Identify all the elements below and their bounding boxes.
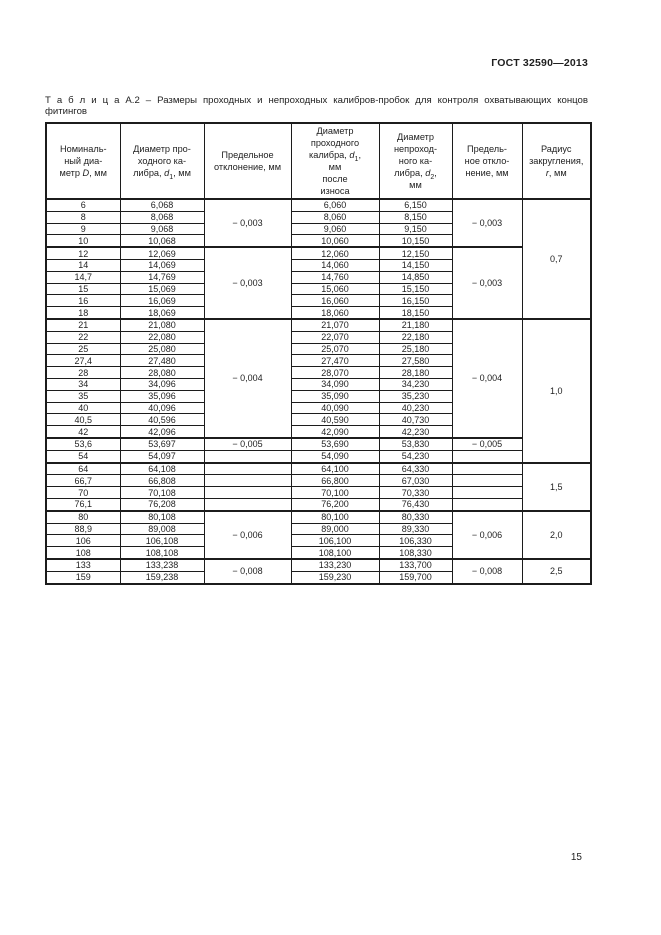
cell-nominal-diameter: 12 bbox=[46, 247, 120, 259]
table-row bbox=[46, 463, 591, 475]
cell-go-gauge-worn-diameter: 35,090 bbox=[291, 390, 379, 402]
cell-nominal-diameter: 16 bbox=[46, 295, 120, 307]
cell-nogo-gauge-diameter: 108,330 bbox=[379, 547, 452, 559]
cell-go-gauge-diameter: 15,069 bbox=[120, 283, 204, 295]
cell-nominal-diameter: 18 bbox=[46, 307, 120, 319]
cell-nominal-diameter: 25 bbox=[46, 343, 120, 355]
cell-go-gauge-diameter: 76,208 bbox=[120, 498, 204, 510]
table-caption-line-1: Т а б л и ц а А.2 – Размеры проходных и непроходных калибров-пробок для контроля охватывающих концов bbox=[45, 95, 588, 106]
cell-limit-deviation-right: − 0,006 bbox=[452, 511, 522, 559]
cell-nominal-diameter: 40 bbox=[46, 402, 120, 414]
cell-limit-deviation-left bbox=[204, 487, 291, 499]
table-header bbox=[46, 123, 591, 199]
cell-nominal-diameter: 21 bbox=[46, 319, 120, 331]
cell-go-gauge-diameter: 14,769 bbox=[120, 271, 204, 283]
cell-nominal-diameter: 76,1 bbox=[46, 498, 120, 510]
cell-nominal-diameter: 70 bbox=[46, 487, 120, 499]
cell-nominal-diameter: 88,9 bbox=[46, 523, 120, 535]
cell-go-gauge-worn-diameter: 106,100 bbox=[291, 535, 379, 547]
cell-go-gauge-diameter: 70,108 bbox=[120, 487, 204, 499]
cell-go-gauge-diameter: 64,108 bbox=[120, 463, 204, 475]
cell-limit-deviation-right: − 0,008 bbox=[452, 559, 522, 584]
cell-go-gauge-diameter: 159,238 bbox=[120, 571, 204, 583]
cell-go-gauge-diameter: 53,697 bbox=[120, 438, 204, 450]
cell-nominal-diameter: 14 bbox=[46, 259, 120, 271]
dimensions-table bbox=[45, 122, 592, 585]
cell-limit-deviation-right: − 0,005 bbox=[452, 438, 522, 450]
table-caption bbox=[45, 95, 588, 117]
cell-go-gauge-worn-diameter: 40,590 bbox=[291, 414, 379, 426]
cell-nogo-gauge-diameter: 25,180 bbox=[379, 343, 452, 355]
cell-go-gauge-diameter: 42,096 bbox=[120, 426, 204, 438]
cell-limit-deviation-left: − 0,003 bbox=[204, 247, 291, 319]
cell-corner-radius: 2,5 bbox=[522, 559, 591, 584]
table-row bbox=[46, 319, 591, 331]
cell-go-gauge-worn-diameter: 133,230 bbox=[291, 559, 379, 571]
cell-go-gauge-diameter: 22,080 bbox=[120, 331, 204, 343]
column-header: Номиналь- ный диа- метр D, мм bbox=[46, 123, 120, 199]
cell-go-gauge-diameter: 35,096 bbox=[120, 390, 204, 402]
cell-nogo-gauge-diameter: 80,330 bbox=[379, 511, 452, 523]
cell-nominal-diameter: 10 bbox=[46, 235, 120, 247]
cell-go-gauge-diameter: 34,096 bbox=[120, 378, 204, 390]
table-row bbox=[46, 438, 591, 450]
cell-go-gauge-diameter: 28,080 bbox=[120, 367, 204, 379]
cell-go-gauge-worn-diameter: 14,760 bbox=[291, 271, 379, 283]
cell-go-gauge-diameter: 16,069 bbox=[120, 295, 204, 307]
cell-limit-deviation-left: − 0,005 bbox=[204, 438, 291, 450]
cell-go-gauge-diameter: 18,069 bbox=[120, 307, 204, 319]
cell-go-gauge-worn-diameter: 16,060 bbox=[291, 295, 379, 307]
cell-go-gauge-worn-diameter: 80,100 bbox=[291, 511, 379, 523]
column-header: Предель- ное откло- нение, мм bbox=[452, 123, 522, 199]
cell-nominal-diameter: 9 bbox=[46, 223, 120, 235]
cell-go-gauge-diameter: 14,069 bbox=[120, 259, 204, 271]
cell-nogo-gauge-diameter: 40,730 bbox=[379, 414, 452, 426]
cell-nogo-gauge-diameter: 18,150 bbox=[379, 307, 452, 319]
cell-go-gauge-worn-diameter: 159,230 bbox=[291, 571, 379, 583]
cell-nogo-gauge-diameter: 34,230 bbox=[379, 378, 452, 390]
cell-go-gauge-worn-diameter: 64,100 bbox=[291, 463, 379, 475]
cell-go-gauge-worn-diameter: 12,060 bbox=[291, 247, 379, 259]
cell-go-gauge-worn-diameter: 42,090 bbox=[291, 426, 379, 438]
cell-nominal-diameter: 28 bbox=[46, 367, 120, 379]
cell-limit-deviation-right bbox=[452, 498, 522, 510]
cell-nogo-gauge-diameter: 42,230 bbox=[379, 426, 452, 438]
cell-go-gauge-worn-diameter: 10,060 bbox=[291, 235, 379, 247]
cell-go-gauge-worn-diameter: 89,000 bbox=[291, 523, 379, 535]
cell-limit-deviation-left bbox=[204, 463, 291, 475]
cell-go-gauge-diameter: 12,069 bbox=[120, 247, 204, 259]
cell-go-gauge-diameter: 10,068 bbox=[120, 235, 204, 247]
cell-nogo-gauge-diameter: 6,150 bbox=[379, 199, 452, 211]
table-row bbox=[46, 247, 591, 259]
cell-go-gauge-worn-diameter: 66,800 bbox=[291, 475, 379, 487]
cell-go-gauge-diameter: 25,080 bbox=[120, 343, 204, 355]
cell-limit-deviation-left: − 0,006 bbox=[204, 511, 291, 559]
cell-limit-deviation-right: − 0,004 bbox=[452, 319, 522, 438]
cell-nogo-gauge-diameter: 70,330 bbox=[379, 487, 452, 499]
cell-nominal-diameter: 34 bbox=[46, 378, 120, 390]
cell-go-gauge-worn-diameter: 40,090 bbox=[291, 402, 379, 414]
cell-go-gauge-diameter: 54,097 bbox=[120, 450, 204, 462]
cell-limit-deviation-right bbox=[452, 475, 522, 487]
column-header: Предельное отклонение, мм bbox=[204, 123, 291, 199]
cell-nominal-diameter: 54 bbox=[46, 450, 120, 462]
cell-nominal-diameter: 106 bbox=[46, 535, 120, 547]
cell-limit-deviation-left bbox=[204, 475, 291, 487]
cell-nogo-gauge-diameter: 76,430 bbox=[379, 498, 452, 510]
cell-nogo-gauge-diameter: 67,030 bbox=[379, 475, 452, 487]
cell-limit-deviation-right: − 0,003 bbox=[452, 247, 522, 319]
cell-nominal-diameter: 53,6 bbox=[46, 438, 120, 450]
cell-nogo-gauge-diameter: 28,180 bbox=[379, 367, 452, 379]
cell-go-gauge-diameter: 40,596 bbox=[120, 414, 204, 426]
cell-corner-radius: 1,0 bbox=[522, 319, 591, 463]
cell-corner-radius: 1,5 bbox=[522, 463, 591, 511]
cell-go-gauge-diameter: 133,238 bbox=[120, 559, 204, 571]
column-header: Радиус закругления, r, мм bbox=[522, 123, 591, 199]
cell-limit-deviation-right bbox=[452, 463, 522, 475]
cell-go-gauge-diameter: 27,480 bbox=[120, 355, 204, 367]
cell-nogo-gauge-diameter: 16,150 bbox=[379, 295, 452, 307]
cell-go-gauge-diameter: 9,068 bbox=[120, 223, 204, 235]
cell-go-gauge-diameter: 40,096 bbox=[120, 402, 204, 414]
cell-go-gauge-worn-diameter: 25,070 bbox=[291, 343, 379, 355]
cell-go-gauge-diameter: 21,080 bbox=[120, 319, 204, 331]
cell-nogo-gauge-diameter: 89,330 bbox=[379, 523, 452, 535]
cell-go-gauge-worn-diameter: 9,060 bbox=[291, 223, 379, 235]
cell-nominal-diameter: 80 bbox=[46, 511, 120, 523]
cell-go-gauge-worn-diameter: 6,060 bbox=[291, 199, 379, 211]
cell-go-gauge-worn-diameter: 21,070 bbox=[291, 319, 379, 331]
cell-nominal-diameter: 22 bbox=[46, 331, 120, 343]
cell-nominal-diameter: 14,7 bbox=[46, 271, 120, 283]
cell-limit-deviation-left bbox=[204, 498, 291, 510]
table-body bbox=[46, 199, 591, 584]
cell-nogo-gauge-diameter: 53,830 bbox=[379, 438, 452, 450]
cell-limit-deviation-left: − 0,003 bbox=[204, 199, 291, 247]
cell-nogo-gauge-diameter: 21,180 bbox=[379, 319, 452, 331]
cell-nogo-gauge-diameter: 54,230 bbox=[379, 450, 452, 462]
cell-go-gauge-worn-diameter: 22,070 bbox=[291, 331, 379, 343]
page-number: 15 bbox=[570, 852, 582, 863]
cell-nominal-diameter: 35 bbox=[46, 390, 120, 402]
table-row bbox=[46, 475, 591, 487]
cell-nogo-gauge-diameter: 133,700 bbox=[379, 559, 452, 571]
cell-go-gauge-worn-diameter: 70,100 bbox=[291, 487, 379, 499]
cell-go-gauge-worn-diameter: 28,070 bbox=[291, 367, 379, 379]
cell-go-gauge-worn-diameter: 14,060 bbox=[291, 259, 379, 271]
cell-go-gauge-worn-diameter: 18,060 bbox=[291, 307, 379, 319]
cell-nogo-gauge-diameter: 9,150 bbox=[379, 223, 452, 235]
cell-limit-deviation-left: − 0,004 bbox=[204, 319, 291, 438]
cell-go-gauge-worn-diameter: 108,100 bbox=[291, 547, 379, 559]
table-row bbox=[46, 487, 591, 499]
cell-go-gauge-worn-diameter: 15,060 bbox=[291, 283, 379, 295]
cell-nogo-gauge-diameter: 22,180 bbox=[379, 331, 452, 343]
cell-nogo-gauge-diameter: 40,230 bbox=[379, 402, 452, 414]
cell-go-gauge-diameter: 8,068 bbox=[120, 211, 204, 223]
cell-nogo-gauge-diameter: 64,330 bbox=[379, 463, 452, 475]
column-header: Диаметр про- ходного ка- либра, $d_1$, мм bbox=[120, 123, 204, 199]
cell-nominal-diameter: 40,5 bbox=[46, 414, 120, 426]
column-header: Диаметр проходного калибра, $d_1$, мм после износа bbox=[291, 123, 379, 199]
cell-nominal-diameter: 66,7 bbox=[46, 475, 120, 487]
cell-nogo-gauge-diameter: 159,700 bbox=[379, 571, 452, 583]
cell-go-gauge-worn-diameter: 53,690 bbox=[291, 438, 379, 450]
cell-nogo-gauge-diameter: 14,150 bbox=[379, 259, 452, 271]
table-row bbox=[46, 511, 591, 523]
cell-nogo-gauge-diameter: 8,150 bbox=[379, 211, 452, 223]
table-caption-line-2: фитингов bbox=[45, 106, 88, 117]
table-row bbox=[46, 199, 591, 211]
cell-go-gauge-worn-diameter: 27,470 bbox=[291, 355, 379, 367]
cell-go-gauge-diameter: 80,108 bbox=[120, 511, 204, 523]
cell-go-gauge-worn-diameter: 8,060 bbox=[291, 211, 379, 223]
cell-nominal-diameter: 159 bbox=[46, 571, 120, 583]
cell-limit-deviation-right: − 0,003 bbox=[452, 199, 522, 247]
cell-limit-deviation-right bbox=[452, 487, 522, 499]
cell-nogo-gauge-diameter: 106,330 bbox=[379, 535, 452, 547]
cell-nominal-diameter: 42 bbox=[46, 426, 120, 438]
cell-corner-radius: 2,0 bbox=[522, 511, 591, 559]
cell-nominal-diameter: 8 bbox=[46, 211, 120, 223]
header-row bbox=[46, 123, 591, 199]
cell-go-gauge-diameter: 106,108 bbox=[120, 535, 204, 547]
cell-nominal-diameter: 108 bbox=[46, 547, 120, 559]
cell-limit-deviation-left bbox=[204, 450, 291, 462]
cell-go-gauge-worn-diameter: 76,200 bbox=[291, 498, 379, 510]
cell-nogo-gauge-diameter: 12,150 bbox=[379, 247, 452, 259]
cell-nominal-diameter: 6 bbox=[46, 199, 120, 211]
standard-number: ГОСТ 32590—2013 bbox=[491, 57, 588, 69]
cell-nogo-gauge-diameter: 14,850 bbox=[379, 271, 452, 283]
table-row bbox=[46, 450, 591, 462]
table-row bbox=[46, 498, 591, 510]
cell-nogo-gauge-diameter: 10,150 bbox=[379, 235, 452, 247]
cell-go-gauge-diameter: 89,008 bbox=[120, 523, 204, 535]
cell-go-gauge-diameter: 66,808 bbox=[120, 475, 204, 487]
cell-nominal-diameter: 27,4 bbox=[46, 355, 120, 367]
cell-limit-deviation-left: − 0,008 bbox=[204, 559, 291, 584]
cell-nogo-gauge-diameter: 15,150 bbox=[379, 283, 452, 295]
cell-corner-radius: 0,7 bbox=[522, 199, 591, 319]
cell-nogo-gauge-diameter: 35,230 bbox=[379, 390, 452, 402]
cell-go-gauge-diameter: 108,108 bbox=[120, 547, 204, 559]
cell-nominal-diameter: 133 bbox=[46, 559, 120, 571]
cell-nogo-gauge-diameter: 27,580 bbox=[379, 355, 452, 367]
cell-limit-deviation-right bbox=[452, 450, 522, 462]
cell-nominal-diameter: 64 bbox=[46, 463, 120, 475]
column-header: Диаметр непроход- ного ка- либра, $d_2$, мм bbox=[379, 123, 452, 199]
cell-go-gauge-worn-diameter: 54,090 bbox=[291, 450, 379, 462]
table-row bbox=[46, 559, 591, 571]
cell-go-gauge-worn-diameter: 34,090 bbox=[291, 378, 379, 390]
cell-nominal-diameter: 15 bbox=[46, 283, 120, 295]
cell-go-gauge-diameter: 6,068 bbox=[120, 199, 204, 211]
